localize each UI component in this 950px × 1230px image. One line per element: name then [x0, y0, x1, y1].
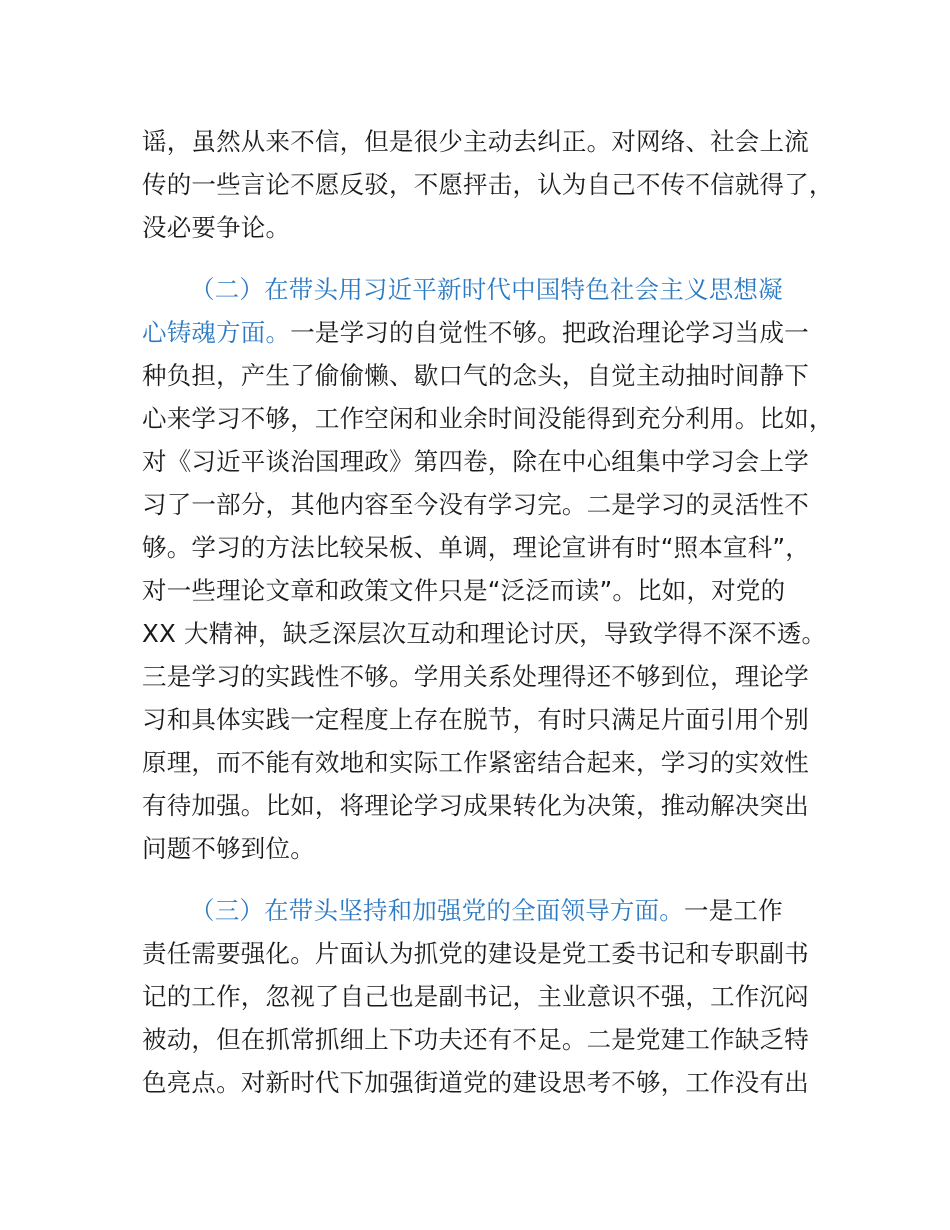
- section-3-line: 被动，但在抓常抓细上下功夫还有不足。二是党建工作缺乏特: [142, 1025, 809, 1054]
- section-3-first-line-rest: 一是工作: [684, 896, 783, 925]
- section-2-line: 原理，而不能有效地和实际工作紧密结合起来，学习的实效性: [142, 748, 809, 777]
- section-2-line: 对一些理论文章和政策文件只是“泛泛而读”。比如，对党的: [142, 576, 786, 605]
- section-2-line: 有待加强。比如，将理论学习成果转化为决策，推动解决突出: [142, 791, 809, 820]
- section-2-line: 心来学习不够，工作空闲和业余时间没能得到充分利用。比如，: [142, 404, 834, 433]
- section-2-line: 问题不够到位。: [142, 834, 315, 863]
- section-2-line: XX 大精神，缺乏深层次互动和理论讨厌，导致学得不深不透。: [142, 619, 827, 648]
- section-2-line: 种负担，产生了偷偷懒、歇口气的念头，自觉主动抽时间静下: [142, 361, 809, 390]
- section-2-line: 够。学习的方法比较呆板、单调，理论宣讲有时“照本宣科”，: [142, 533, 810, 562]
- section-3-line: 色亮点。对新时代下加强街道党的建设思考不够，工作没有出: [142, 1068, 809, 1097]
- section-2-line: 对《习近平谈治国理政》第四卷，除在中心组集中学习会上学: [142, 447, 809, 476]
- paragraph-1-line-1: 谣，虽然从来不信，但是很少主动去纠正。对网络、社会上流: [142, 127, 809, 156]
- section-3-line: 记的工作，忽视了自己也是副书记，主业意识不强，工作沉闷: [142, 982, 809, 1011]
- section-3-line-1: [190, 896, 783, 926]
- paragraph-1-line-2: 传的一些言论不愿反驳，不愿抨击，认为自己不传不信就得了，: [142, 170, 834, 199]
- section-2-line: 三是学习的实践性不够。学用关系处理得还不够到位，理论学: [142, 662, 809, 691]
- section-2-line-1: [142, 318, 809, 348]
- section-2-line: 习了一部分，其他内容至今没有学习完。二是学习的灵活性不: [142, 490, 809, 519]
- paragraph-1-line-3: 没必要争论。: [142, 213, 291, 242]
- section-2-first-line-rest: 一是学习的自觉性不够。把政治理论学习当成一: [290, 318, 809, 347]
- section-3-heading: （三）在带头坚持和加强党的全面领导方面。: [190, 896, 684, 925]
- section-2-heading-part1: （二）在带头用习近平新时代中国特色社会主义思想凝: [190, 275, 783, 304]
- section-2-line: 习和具体实践一定程度上存在脱节，有时只满足片面引用个别: [142, 705, 809, 734]
- section-2-heading-part2: 心铸魂方面。: [142, 318, 291, 347]
- section-3-line: 责任需要强化。片面认为抓党的建设是党工委书记和专职副书: [142, 939, 809, 968]
